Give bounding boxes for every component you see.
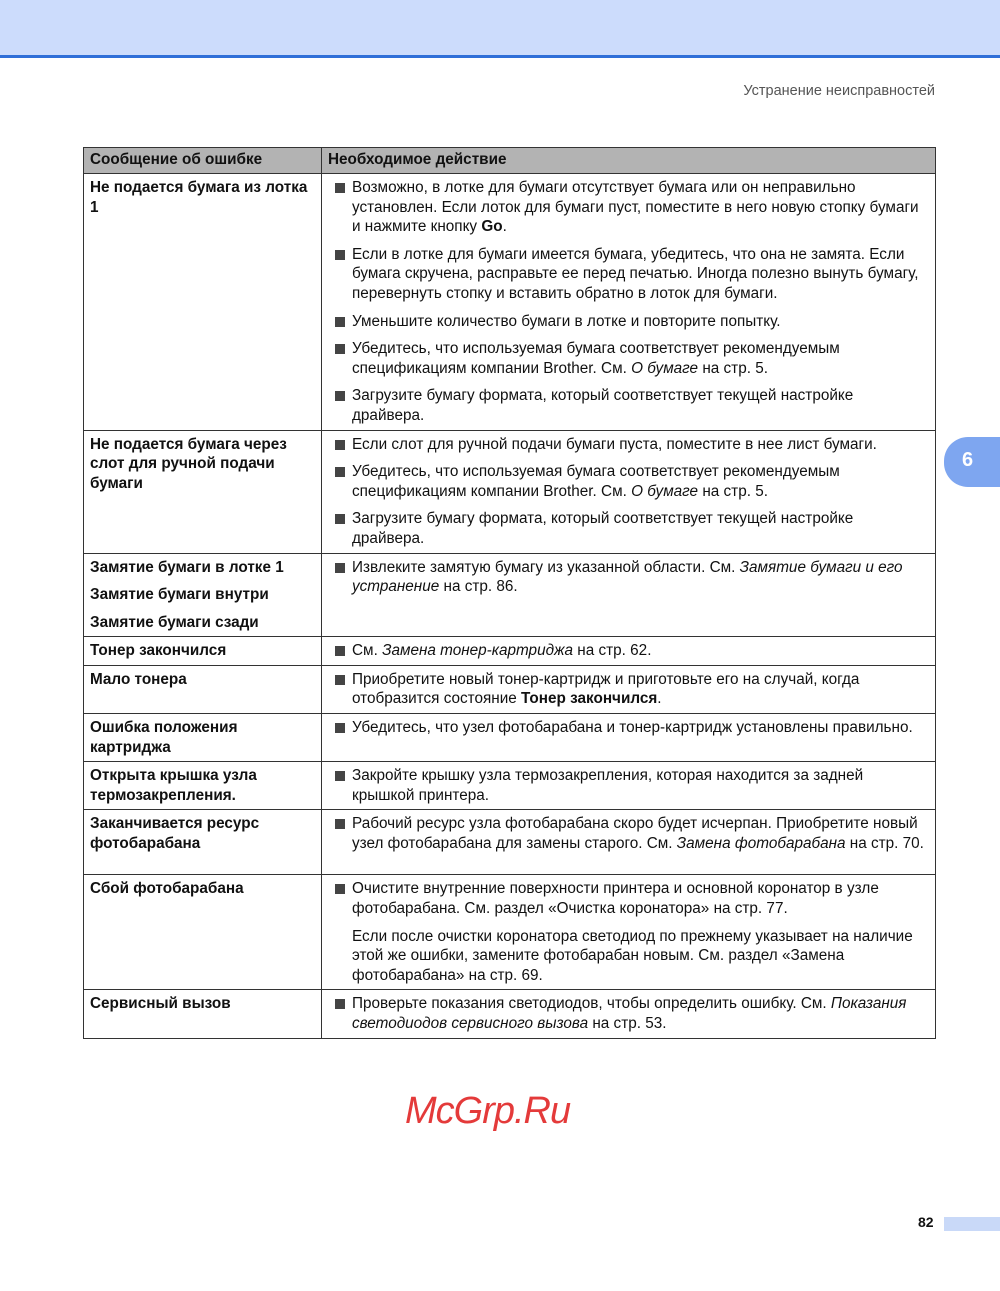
- action-text: на стр. 5.: [698, 359, 768, 377]
- table-header-row: [84, 148, 936, 174]
- action-item: [334, 312, 929, 332]
- action-cell: [322, 637, 936, 666]
- action-cell: [322, 665, 936, 713]
- action-text: на стр. 5.: [698, 482, 768, 500]
- error-message-cell: [84, 553, 322, 637]
- error-message: Сбой фотобарабана: [90, 880, 244, 898]
- error-message: Не подается бумага через слот для ручной подачи бумаги: [90, 435, 287, 492]
- chapter-tab[interactable]: 6: [944, 437, 1000, 487]
- cross-reference-link[interactable]: Замена фотобарабана: [676, 835, 846, 853]
- action-cell: [322, 553, 936, 637]
- error-message-cell: [84, 990, 322, 1038]
- error-message: Сервисный вызов: [90, 995, 231, 1013]
- error-message-cell: [84, 637, 322, 666]
- square-bullet-icon: [335, 819, 345, 829]
- square-bullet-icon: [335, 563, 345, 573]
- action-text: Загрузите бумагу формата, который соответствует текущей настройке драйвера.: [352, 510, 854, 547]
- square-bullet-icon: [335, 884, 345, 894]
- square-bullet-icon: [335, 391, 345, 401]
- section-title: Устранение неисправностей: [743, 83, 935, 99]
- action-text: Тонер закончился: [521, 690, 658, 708]
- cross-reference-link[interactable]: О бумаге: [631, 482, 699, 500]
- square-bullet-icon: [335, 250, 345, 260]
- error-message-cell: [84, 430, 322, 553]
- table-row: [84, 665, 936, 713]
- error-message: Открыта крышка узла термозакрепления.: [90, 767, 257, 804]
- action-text: Проверьте показания светодиодов, чтобы определить ошибку. См.: [352, 995, 831, 1013]
- action-item: [334, 178, 929, 237]
- action-item: [334, 718, 929, 738]
- square-bullet-icon: [335, 514, 345, 524]
- error-message: Замятие бумаги в лотке 1: [90, 558, 284, 576]
- action-text: Уменьшите количество бумаги в лотке и повторите попытку.: [352, 312, 781, 330]
- error-message-cell: [84, 762, 322, 810]
- action-item: [334, 927, 929, 986]
- top-banner: [0, 0, 1000, 58]
- error-message: Замятие бумаги сзади: [90, 613, 259, 631]
- action-cell: [322, 430, 936, 553]
- action-text: Если слот для ручной подачи бумаги пуста, поместите в нее лист бумаги.: [352, 435, 877, 453]
- action-text: .: [502, 218, 507, 236]
- square-bullet-icon: [335, 440, 345, 450]
- action-item: [334, 994, 929, 1033]
- error-message: Ошибка положения картриджа: [90, 719, 238, 756]
- action-item: [334, 670, 929, 709]
- action-text: на стр. 62.: [573, 642, 652, 660]
- error-message-cell: [84, 665, 322, 713]
- action-text: Если после очистки коронатора светодиод по прежнему указывает на наличие этой же ошибки, замените фотобарабан новым. См. раздел «Замена фотобарабана» на стр. 69.: [352, 927, 913, 984]
- action-cell: [322, 875, 936, 990]
- action-text: Очистите внутренние поверхности принтера и основной коронатор в узле фотобарабана. См. раздел «Очистка коронатора» на стр. 77.: [352, 880, 879, 918]
- action-cell: [322, 810, 936, 875]
- action-item: [334, 814, 929, 853]
- action-item: [334, 879, 929, 918]
- table-row: [84, 430, 936, 553]
- action-text: Go: [481, 218, 503, 236]
- error-message: Заканчивается ресурс фотобарабана: [90, 815, 260, 853]
- action-cell: [322, 762, 936, 810]
- square-bullet-icon: [335, 317, 345, 327]
- error-message: Мало тонера: [90, 670, 187, 688]
- table-row: [84, 714, 936, 762]
- error-message: Не подается бумага из лотка 1: [90, 179, 308, 216]
- table-row: [84, 875, 936, 990]
- error-message-cell: [84, 174, 322, 431]
- column-header-error: Сообщение об ошибке: [84, 148, 322, 174]
- action-item: [334, 339, 929, 378]
- error-message-table: [83, 147, 936, 1039]
- table-row: [84, 174, 936, 431]
- action-text: Возможно, в лотке для бумаги отсутствует бумага или он неправильно установлен. Если лоток для бумаги пуст, поместите в него новую стопку бумаги и нажмите кнопку: [352, 179, 919, 236]
- action-item: [334, 462, 929, 501]
- action-text: Рабочий ресурс узла фотобарабана скоро будет исчерпан. Приобретите новый узел фотобарабана для замены старого. См.: [352, 815, 918, 853]
- action-text: Убедитесь, что используемая бумага соответствует рекомендуемым спецификациям компании Brother. См.: [352, 463, 840, 500]
- action-item: [334, 509, 929, 548]
- cross-reference-link[interactable]: О бумаге: [631, 359, 699, 377]
- page-number: 82: [918, 1214, 934, 1230]
- action-item: [334, 245, 929, 304]
- action-text: .: [657, 690, 662, 708]
- error-message-cell: [84, 714, 322, 762]
- action-cell: [322, 174, 936, 431]
- action-text: Если в лотке для бумаги имеется бумага, убедитесь, что она не замята. Если бумага скручена, расправьте ее перед печатью. Иногда полезно вынуть бумагу, перевернуть стопку и вставить обратно в лоток для бумаги.: [352, 245, 919, 302]
- cross-reference-link[interactable]: Замена тонер-картриджа: [382, 642, 574, 660]
- action-cell: [322, 714, 936, 762]
- watermark: McGrp.Ru: [405, 1090, 571, 1132]
- square-bullet-icon: [335, 467, 345, 477]
- square-bullet-icon: [335, 183, 345, 193]
- table-row: [84, 637, 936, 666]
- action-item: [334, 766, 929, 805]
- column-header-action: Необходимое действие: [322, 148, 936, 174]
- table-row: [84, 762, 936, 810]
- action-text: Закройте крышку узла термозакрепления, которая находится за задней крышкой принтера.: [352, 767, 864, 804]
- action-text: Убедитесь, что узел фотобарабана и тонер-картридж установлены правильно.: [352, 719, 913, 737]
- error-message-cell: [84, 875, 322, 990]
- action-text: Извлеките замятую бумагу из указанной области. См.: [352, 558, 740, 576]
- action-text: Приобретите новый тонер-картридж и приготовьте его на случай, когда отобразится состояние: [352, 670, 860, 708]
- error-message: Тонер закончился: [90, 642, 227, 660]
- square-bullet-icon: [335, 675, 345, 685]
- action-text: Убедитесь, что используемая бумага соответствует рекомендуемым спецификациям компании Brother. См.: [352, 340, 840, 377]
- table-row: [84, 553, 936, 637]
- action-item: [334, 435, 929, 455]
- table-row: [84, 990, 936, 1038]
- action-item: [334, 558, 929, 597]
- error-message: Замятие бумаги внутри: [90, 586, 269, 604]
- action-text: на стр. 53.: [588, 1015, 667, 1032]
- cross-reference-link[interactable]: Показания светодиодов сервисного вызова: [352, 995, 907, 1032]
- action-text: на стр. 70.: [845, 835, 924, 853]
- action-text: См.: [352, 642, 383, 660]
- action-cell: [322, 990, 936, 1038]
- page-number-bar: [944, 1217, 1000, 1231]
- action-text: Загрузите бумагу формата, который соответствует текущей настройке драйвера.: [352, 387, 854, 424]
- error-message-cell: [84, 810, 322, 875]
- square-bullet-icon: [335, 723, 345, 733]
- action-item: [334, 386, 929, 425]
- square-bullet-icon: [335, 771, 345, 781]
- table-row: [84, 810, 936, 875]
- square-bullet-icon: [335, 999, 345, 1009]
- square-bullet-icon: [335, 344, 345, 354]
- square-bullet-icon: [335, 646, 345, 656]
- action-item: [334, 641, 929, 661]
- action-text: на стр. 86.: [439, 578, 518, 596]
- cross-reference-link[interactable]: Замятие бумаги и его устранение: [352, 558, 903, 596]
